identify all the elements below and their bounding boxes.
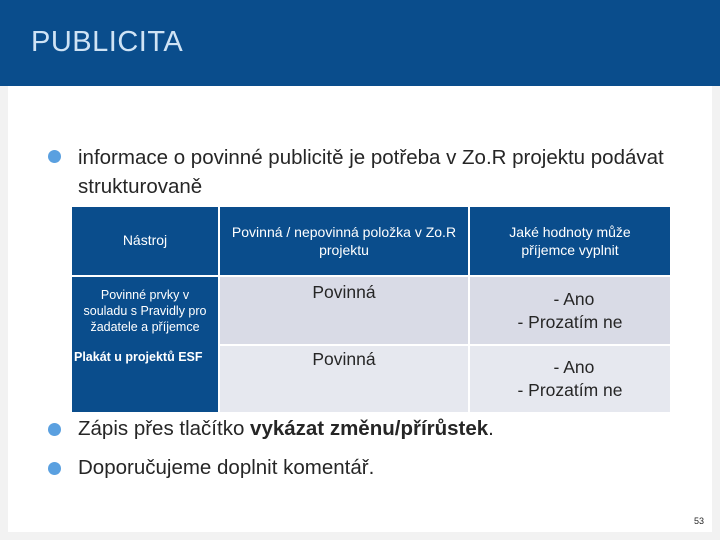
table-row-1-values [470,277,670,344]
table-row-2-status: Povinná [220,346,468,412]
table-row-1-tool: Povinné prvky v souladu s Pravidly pro žadatele a příjemce [74,278,216,344]
value-ano: - Ano [553,288,595,309]
bullet-dot-icon [48,150,61,163]
zapis-strong: vykázat změnu/přírůstek [250,417,489,440]
value-prozatim-ne: - Prozatím ne [517,380,623,400]
zapis-prefix: Zápis přes tlačítko [78,417,251,440]
bullet-dot-icon [48,423,61,436]
bullet-dot-icon [48,462,61,475]
table-header-nastroj: Nástroj [72,207,218,275]
table-row-2-tool: Plakát u projektů ESF [72,346,218,368]
slide-frame-bottom [0,532,720,540]
page-number: 53 [693,516,704,526]
slide-frame-right [712,86,720,540]
zapis-suffix: . [488,417,494,440]
bullet-zapis [78,417,494,441]
bullet-intro: informace o povinné publicitě je potřeba v Zo.R projektu podávat strukturovaně [78,146,664,198]
table-row-1-status: Povinná [220,277,468,344]
value-prozatim-ne: - Prozatím ne [517,311,623,332]
header-bar [0,0,720,86]
slide-frame-left [0,86,8,540]
value-ano: - Ano [553,357,595,377]
table-header-values: Jaké hodnoty může příjemce vyplnit [470,207,670,275]
bullet-doporucujeme: Doporučujeme doplnit komentář. [78,456,375,479]
table-header-status: Povinná / nepovinná položka v Zo.R projektu [220,207,468,275]
slide-title: PUBLICITA [31,26,184,58]
table-row-2-values [470,346,670,412]
